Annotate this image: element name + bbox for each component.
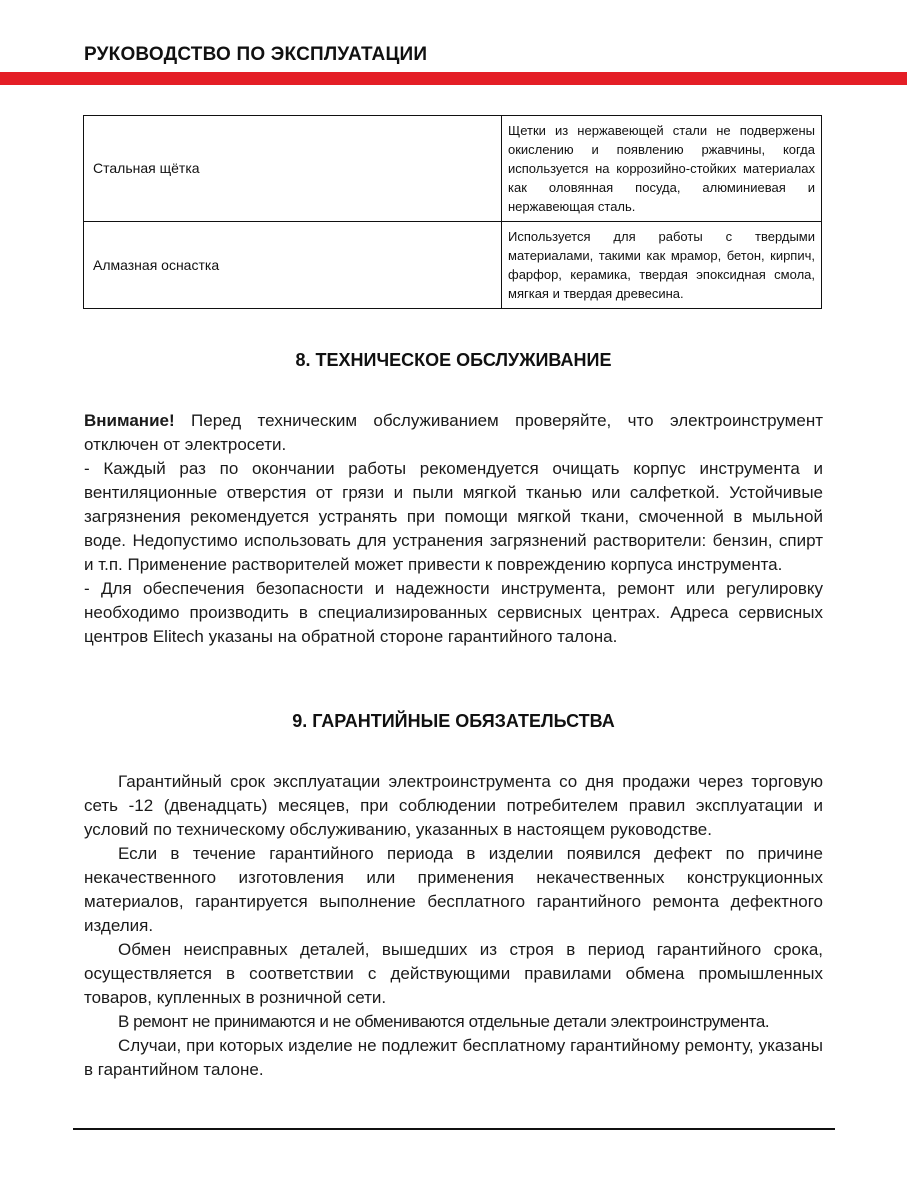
header-accent-bar xyxy=(0,72,907,85)
tool-description-cell: Используется для работы с твердыми материалами, такими как мрамор, бетон, кирпич, фарфор, керамика, твердая эпоксидная смола, мягкая и твердая древесина. xyxy=(502,222,822,309)
warranty-paragraph: Если в течение гарантийного периода в изделии появился дефект по причине некачественного изготовления или применения некачественных конструкционных материалов, гарантируется выполнение бесплатного гарантийного ремонта дефектного изделия. xyxy=(84,844,823,935)
tool-name-cell: Стальная щётка xyxy=(84,116,502,222)
tool-description-cell: Щетки из нержавеющей стали не подвержены окислению и появлению ржавчины, когда используется на коррозийно-стойких материалах как оловянная посуда, алюминиевая и нержавеющая сталь. xyxy=(502,116,822,222)
table-row xyxy=(84,116,822,222)
maintenance-item-cleaning: - Каждый раз по окончании работы рекомендуется очищать корпус инструмента и вентиляционные отверстия от грязи и пыли мягкой тканью или салфеткой. Устойчивые загрязнения рекомендуется устранять при помощи мягкой ткани, смоченной в мыльной воде. Недопустимо использовать для устранения загрязнений растворители: бензин, спирт и т.п. Применение растворителей может привести к повреждению корпуса инструмента. xyxy=(84,459,823,574)
maintenance-section xyxy=(84,350,823,649)
warning-label: Внимание! xyxy=(84,411,175,430)
warranty-heading: 9. ГАРАНТИЙНЫЕ ОБЯЗАТЕЛЬСТВА xyxy=(292,711,615,731)
footer-divider xyxy=(73,1128,835,1130)
maintenance-warning xyxy=(84,409,823,457)
warranty-paragraph: В ремонт не принимаются и не обмениваются отдельные детали электроинструмента. xyxy=(118,1012,770,1031)
tool-name-cell: Алмазная оснастка xyxy=(84,222,502,309)
warranty-paragraph: Гарантийный срок эксплуатации электроинструмента со дня продажи через торговую сеть -12 (двенадцать) месяцев, при соблюдении потребителем правил эксплуатации и условий по техническому обслуживанию, указанных в настоящем руководстве. xyxy=(84,772,823,839)
maintenance-heading: 8. ТЕХНИЧЕСКОЕ ОБСЛУЖИВАНИЕ xyxy=(295,350,612,370)
warning-text: Перед техническим обслуживанием проверяйте, что электроинструмент отключен от электросети. xyxy=(84,411,823,454)
warranty-paragraph: Случаи, при которых изделие не подлежит бесплатному гарантийному ремонту, указаны в гарантийном талоне. xyxy=(84,1036,823,1079)
warranty-section xyxy=(84,711,823,1082)
tools-table xyxy=(83,115,822,309)
warranty-paragraph: Обмен неисправных деталей, вышедших из строя в период гарантийного срока, осуществляется в соответствии с действующими правилами обмена промышленных товаров, купленных в розничной сети. xyxy=(84,940,823,1007)
table-row xyxy=(84,222,822,309)
maintenance-item-service: - Для обеспечения безопасности и надежности инструмента, ремонт или регулировку необходимо производить в специализированных сервисных центрах. Адреса сервисных центров Elitech указаны на обратной стороне гарантийного талона. xyxy=(84,579,823,646)
page-header-title: РУКОВОДСТВО ПО ЭКСПЛУАТАЦИИ xyxy=(84,44,428,65)
